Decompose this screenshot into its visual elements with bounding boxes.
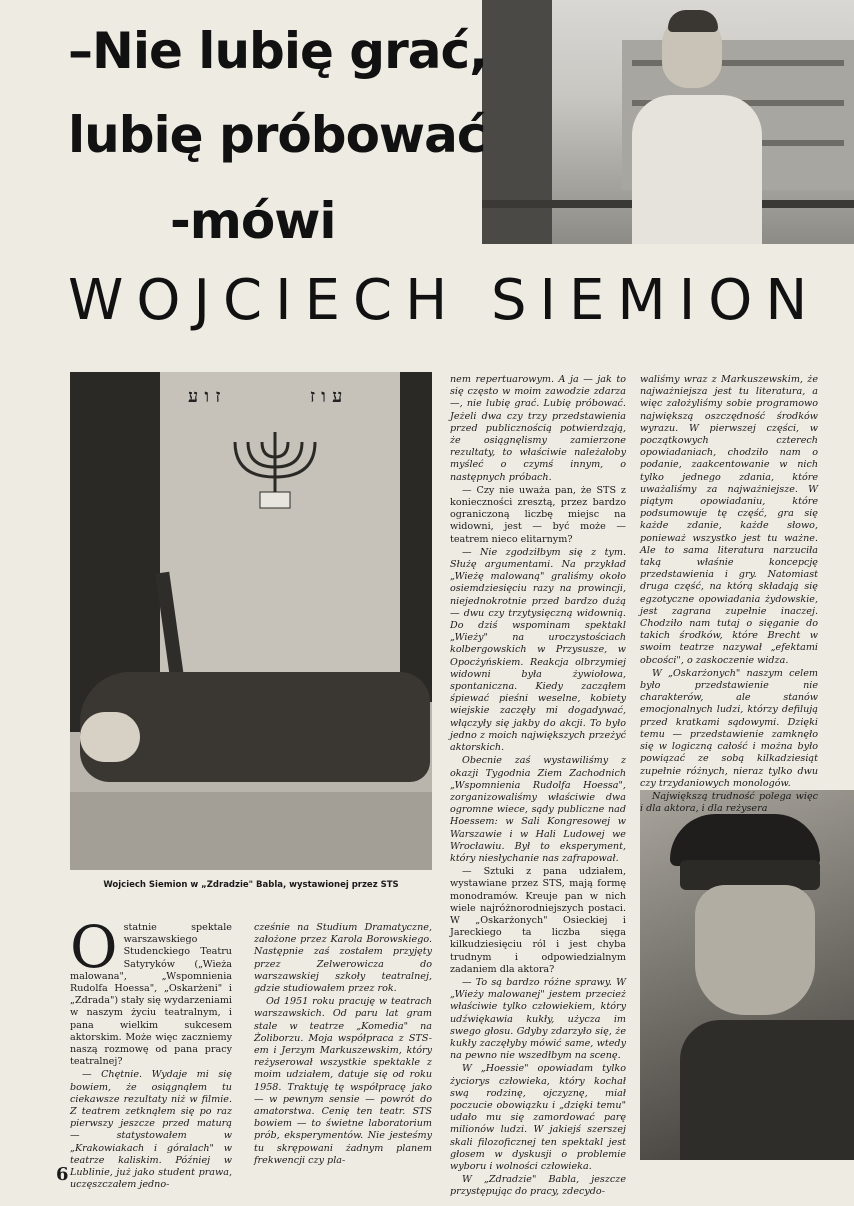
col3-para-1: nem repertuarowym. A ja — jak to się często w moim zawodzie zdarza —, nie lubię grać. Lubię próbować. Jeżeli dwa czy trzy przedstawienia przed publicznością potwierdzają, że osiągnęlismy zamierzone rezultaty, to właściwie należałoby myśleć o czymś innym, o następnych próbach. (450, 374, 626, 483)
drop-cap: O (70, 913, 118, 981)
col4-para-3: Największą trudność polega więc i dla aktora, i dla reżysera (640, 790, 818, 815)
page-number: 6 (56, 1164, 69, 1185)
hebrew-letters-right: ע ו ז (310, 386, 343, 407)
photo-stage-zdrada (70, 372, 432, 870)
photo-caption: Wojciech Siemion w „Zdradzie" Babla, wystawionej przez STS (103, 880, 399, 890)
col3-para-6: — To są bardzo różne sprawy. W „Wieży malowanej" jestem przecież właściwie tylko człowiekiem, który udźwiękawia kukły, użycza im swego głosu. Gdyby zdarzyło się, że kukły zaczęłyby mówić same, wtedy na pewno nie wszedłbym na scenę. (450, 976, 626, 1062)
photo-actor-outdoor (482, 0, 854, 244)
col3-para-5: — Sztuki z pana udziałem, wystawiane przez STS, mają formę monodramów. Kreuje pan w nich wiele najróżnorodniejszych postaci. W „Oskarżonych" Osieckiej i Jareckiego ta liczba sięga kilkudziesięciu ról i jest chyba trudnym i odpowiedzialnym zadaniem dla aktora? (450, 866, 626, 975)
headline-name: WOJCIECH SIEMION (68, 268, 821, 333)
col3-para-8: W „Zdradzie" Babla, jeszcze przystępując do pracy, zdecydo- (450, 1174, 626, 1198)
article-column-2 (254, 922, 432, 1166)
col4-para-2: W „Oskarżonych" naszym celem było przedstawienie nie charakterów, ale stanów emocjonalnych ludzi, którzy defilują przed kratkami sądowymi. Dzięki temu — przedstawienie zamknęło się w logiczną całość i można było powiązać ze sobą kilkadziesiąt zupełnie różnych, nieraz tylko dwu czy trzydaniowych monologów. (640, 667, 818, 789)
intro-question: statnie spektale warszawskiego Studenckiego Teatru Satyryków („Wieża malowana", „Wspomnienia Rudolfa Hoessa", „Oskarżeni" i „Zdrada") stały się wydarzeniami w naszym życiu teatralnym, i pana wielkim sukcesem aktorskim. Może więc zaczniemy naszą rozmowę od pana pracy teatralnej? (70, 922, 232, 1068)
col3-para-3: — Nie zgodziłbym się z tym. Służę argumentami. Na przykład „Wieżę malowaną" graliśmy około osiemdziesięciu razy na prowincji, niejednokrotnie przed bardzo dużą — dwu czy trzytysięczną widownią. Do dziś wspominam spektakl „Wieży" na uroczystościach kolbergowskich w Przysusze, w Opocżyńskiem. Reakcja olbrzymiej widowni była żywiołowa, spontaniczna. Kiedy zacząłem śpiewać pieśni weselne, kobiety wiejskie zaczęły mi dogadywać, włączyły się jakby do akcji. To było jedno z moich największych przeżyć aktorskich. (450, 546, 626, 754)
col3-para-4: Obecnie zaś wystawiliśmy z okazji Tygodnia Ziem Zachodnich „Wspomnienia Rudolfa Hoessa", zorganizowaliśmy właściwie dwa ogromne wiece, sądy publiczne nad Hoessem: w Sali Kongresowej w Warszawie i w Hali Ludowej we Wrocławiu. Był to eksperyment, który niesłychanie nas zafrapował. (450, 755, 626, 864)
article-column-1 (70, 913, 232, 1191)
photo-actor-cap (640, 790, 854, 1160)
hebrew-letters-left: ז ו ע (188, 386, 221, 407)
menorah-icon (220, 422, 330, 512)
headline-line-3: -mówi (170, 192, 336, 250)
article-column-4 (640, 374, 818, 815)
col3-para-2: — Czy nie uważa pan, że STS z konieczności zresztą, przez bardzo ograniczoną liczbę miejsc na widowni, jest — być może — teatrem nieco elitarnym? (450, 484, 626, 545)
article-column-3 (450, 374, 626, 1198)
intro-answer: — Chętnie. Wydaje mi się bowiem, że osiągnąłem tu ciekawsze rezultaty niż w filmie. Z teatrem zetknąłem się po raz pierwszy jeszcze przed maturą — statystowałem w „Krakowiakach i góralach" w teatrze kaliskim. Później w Lublinie, już jako student prawa, uczęszczałem jedno- (70, 1069, 232, 1191)
col4-para-1: waliśmy wraz z Markuszewskim, że najważniejsza jest tu literatura, a więc założyliśmy sobie programowo największą oszczędność środków wyrazu. W pierwszej części, w początkowych czterech opowiadaniach, chodziło nam o podanie, zaakcentowanie w nich tylko jednego zdania, które uważaliśmy za najważniejsze. W piątym opowiadaniu, które podsumowuje tę część, gra się każde zdanie, każde słowo, ponieważ wszystko jest tu ważne. Ale to sama literatura narzuciła taką właśnie koncepcję przedstawienia i gry. Natomiast druga część, na którą składają się egzotyczne opowiadania żydowskie, jest zagrana zupełnie inaczej. Chodziło nam tutaj o sięganie do takich środków, które Brecht w swoim teatrze nazywał „efektami obcości", o zaskoczenie widza. (640, 374, 818, 666)
col3-para-7: W „Hoessie" opowiadam tylko życiorys człowieka, który kochał swą rodzinę, ojczyznę, miał poczucie obowiązku i „dzięki temu" udało mu się zamordować parę milionów ludzi. W jakiejś szerszej skali filozoficznej ten spektakl jest głosem w dyskusji o problemie wyboru i wolności człowieka. (450, 1063, 626, 1172)
headline-line-1: –Nie lubię grać, (68, 22, 488, 80)
col2-para-2: Od 1951 roku pracuję w teatrach warszawskich. Od paru lat gram stale w teatrze „Komedia" na Żoliborzu. Moja współpraca z STS-em i Jerzym Markuszewskim, który reżyserował wszystkie spektakle z moim udziałem, datuje się od roku 1958. Traktuję tę współpracę jako — w pewnym sensie — powrót do amatorstwa. Cenię ten teatr. STS bowiem — to świetne laboratorium prób, eksperymentów. Nie jesteśmy tu skrępowani żadnym planem frekwencji czy pla- (254, 996, 432, 1166)
col2-para-1: cześnie na Studium Dramatyczne, założone przez Karola Borowskiego. Następnie zaś zostałem przyjęty przez Zelwerowicza do warszawskiej szkoły teatralnej, gdzie studiowałem przez rok. (254, 922, 432, 995)
headline-line-2: lubię próbować (68, 106, 486, 164)
